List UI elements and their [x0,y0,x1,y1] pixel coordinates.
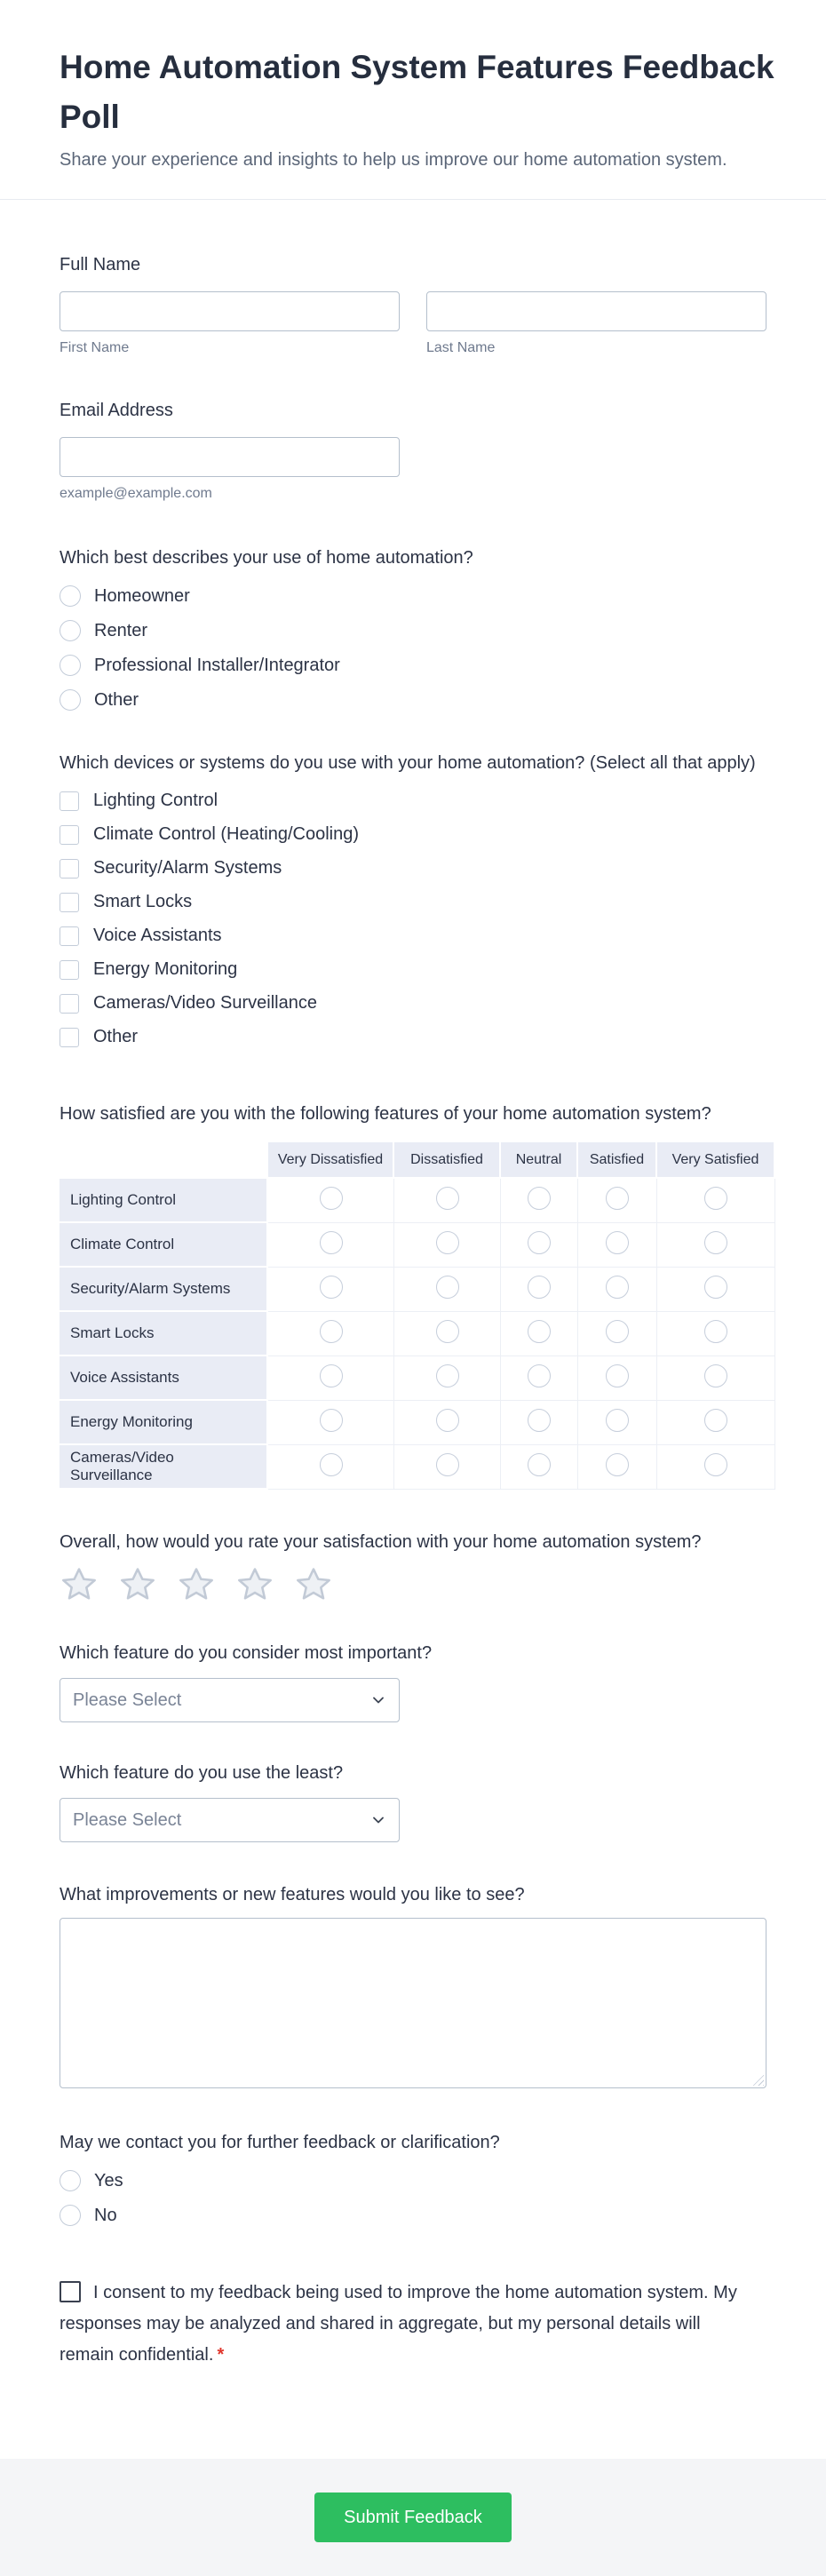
star-icon[interactable] [60,1565,99,1604]
matrix-radio[interactable] [528,1364,551,1387]
question-email [60,397,797,502]
matrix-radio[interactable] [436,1409,459,1432]
radio-icon[interactable] [60,2205,81,2226]
form-body [0,200,826,2371]
option-label: Climate Control (Heating/Cooling) [93,824,360,844]
matrix-radio[interactable] [704,1231,727,1254]
radio-icon[interactable] [60,689,81,711]
required-asterisk: * [217,2345,225,2365]
matrix-radio[interactable] [320,1364,343,1387]
matrix-radio[interactable] [436,1320,459,1343]
devices-option-smart-locks[interactable] [60,886,797,919]
radio-icon[interactable] [60,585,81,607]
devices-option-voice[interactable] [60,919,797,953]
devices-option-security[interactable] [60,852,797,886]
matrix-row [60,1223,775,1268]
checkbox-icon[interactable] [60,994,79,1014]
radio-icon[interactable] [60,655,81,676]
matrix-row [60,1179,775,1223]
consent-option[interactable] [60,2278,743,2371]
matrix-corner-cell [60,1142,268,1179]
most-important-select[interactable] [60,1678,400,1722]
matrix-radio[interactable] [528,1187,551,1210]
first-name-sublabel: First Name [60,340,130,355]
email-label: Email Address [60,401,173,420]
consent-checkbox[interactable] [60,2281,81,2302]
question-usage [60,545,797,718]
matrix-radio[interactable] [704,1409,727,1432]
matrix-header-row [60,1142,775,1179]
question-contact [60,2129,797,2233]
question-improvements [60,1881,797,2088]
matrix-radio[interactable] [606,1364,629,1387]
matrix-radio[interactable] [436,1187,459,1210]
most-important-label: Which feature do you consider most important? [60,1643,433,1663]
matrix-label: How satisfied are you with the following features of your home automation system? [60,1104,711,1124]
matrix-radio[interactable] [320,1320,343,1343]
matrix-radio[interactable] [606,1320,629,1343]
checkbox-icon[interactable] [60,825,79,845]
most-important-select-wrap [60,1678,400,1722]
matrix-row-label: Lighting Control [60,1179,268,1223]
usage-option-professional[interactable] [60,648,797,683]
last-name-input[interactable] [426,291,766,331]
matrix-radio[interactable] [528,1453,551,1476]
improvements-label: What improvements or new features would you like to see? [60,1885,525,1904]
option-label: No [94,2205,117,2225]
star-icon[interactable] [294,1565,333,1604]
rating-label: Overall, how would you rate your satisfaction with your home automation system? [60,1532,702,1552]
checkbox-icon[interactable] [60,893,79,912]
matrix-radio[interactable] [704,1453,727,1476]
matrix-col-header: Neutral [501,1142,578,1179]
least-used-label: Which feature do you use the least? [60,1763,344,1783]
form-footer [0,2459,826,2576]
matrix-table-wrap [60,1142,797,1490]
last-name-field [426,291,766,356]
matrix-row-label: Smart Locks [60,1312,268,1356]
question-devices [60,750,797,1054]
matrix-radio[interactable] [320,1231,343,1254]
checkbox-icon[interactable] [60,926,79,946]
checkbox-icon[interactable] [60,1028,79,1047]
matrix-row [60,1312,775,1356]
option-label: Other [93,1027,139,1046]
contact-label: May we contact you for further feedback or clarification? [60,2133,500,2152]
devices-option-other[interactable] [60,1021,797,1054]
consent-text: I consent to my feedback being used to improve the home automation system. My responses may be analyzed and shared in aggregate, but my personal details will remain confidential. [60,2283,737,2365]
matrix-radio[interactable] [320,1276,343,1299]
question-most-important [60,1640,797,1722]
matrix-radio[interactable] [606,1231,629,1254]
matrix-row [60,1268,775,1312]
matrix-radio[interactable] [606,1453,629,1476]
last-name-sublabel: Last Name [426,340,496,355]
matrix-col-header: Dissatisfied [394,1142,501,1179]
least-used-select-wrap [60,1798,400,1842]
option-label: Professional Installer/Integrator [94,655,340,675]
radio-icon[interactable] [60,620,81,641]
option-label: Energy Monitoring [93,959,238,979]
devices-option-climate[interactable] [60,818,797,852]
usage-label: Which best describes your use of home automation? [60,548,473,568]
matrix-radio[interactable] [436,1364,459,1387]
matrix-radio[interactable] [704,1187,727,1210]
page-subtitle: Share your experience and insights to help us improve our home automation system. [60,150,727,170]
matrix-row-label: Security/Alarm Systems [60,1268,268,1312]
usage-option-homeowner[interactable] [60,579,797,614]
star-icon[interactable] [235,1565,274,1604]
matrix-radio[interactable] [528,1409,551,1432]
contact-option-yes[interactable] [60,2164,797,2198]
question-least-used [60,1760,797,1842]
matrix-radio[interactable] [528,1320,551,1343]
matrix-radio[interactable] [320,1409,343,1432]
matrix-row-label: Climate Control [60,1223,268,1268]
devices-option-energy[interactable] [60,953,797,987]
full-name-label: Full Name [60,255,141,274]
matrix-radio[interactable] [436,1231,459,1254]
form-header [0,0,826,171]
option-label: Security/Alarm Systems [93,858,282,878]
devices-options [60,784,797,1054]
radio-icon[interactable] [60,2170,81,2191]
matrix-col-header: Satisfied [578,1142,657,1179]
option-label: Other [94,689,139,710]
matrix-radio[interactable] [320,1187,343,1210]
star-icon[interactable] [177,1565,216,1604]
question-consent [60,2278,797,2371]
email-field-wrap [60,437,400,502]
improvements-textarea[interactable] [60,1918,766,2088]
option-label: Smart Locks [93,892,193,911]
question-satisfaction-matrix [60,1101,797,1490]
matrix-radio[interactable] [528,1276,551,1299]
page-title: Home Automation System Features Feedback Poll [60,49,774,135]
contact-option-no[interactable] [60,2198,797,2233]
first-name-input[interactable] [60,291,400,331]
matrix-radio[interactable] [436,1453,459,1476]
matrix-col-header: Very Satisfied [657,1142,775,1179]
matrix-radio[interactable] [606,1187,629,1210]
star-rating [60,1565,797,1604]
matrix-radio[interactable] [606,1276,629,1299]
usage-options [60,579,797,718]
matrix-row [60,1356,775,1401]
matrix-radio[interactable] [436,1276,459,1299]
matrix-radio[interactable] [528,1231,551,1254]
option-label: Lighting Control [93,791,218,810]
matrix-row-label: Energy Monitoring [60,1401,268,1445]
matrix-radio[interactable] [704,1320,727,1343]
first-name-field [60,291,400,356]
improvements-textarea-wrap [60,1918,766,2088]
option-label: Renter [94,620,148,640]
matrix-row [60,1401,775,1445]
checkbox-icon[interactable] [60,791,79,811]
matrix-row-label: Voice Assistants [60,1356,268,1401]
satisfaction-matrix-table [60,1142,775,1490]
devices-option-lighting[interactable] [60,784,797,818]
submit-button[interactable]: Submit Feedback [314,2493,512,2542]
matrix-radio[interactable] [704,1276,727,1299]
least-used-select[interactable] [60,1798,400,1842]
usage-option-other[interactable] [60,683,797,718]
matrix-row [60,1445,775,1490]
question-overall-rating [60,1529,797,1604]
matrix-radio[interactable] [320,1453,343,1476]
full-name-fields [60,291,797,356]
devices-option-cameras[interactable] [60,987,797,1021]
usage-option-renter[interactable] [60,614,797,648]
devices-label: Which devices or systems do you use with your home automation? (Select all that apply) [60,753,756,773]
option-label: Cameras/Video Surveillance [93,993,317,1013]
checkbox-icon[interactable] [60,859,79,879]
option-label: Homeowner [94,585,190,606]
question-full-name [60,251,797,356]
contact-options [60,2164,797,2233]
matrix-radio[interactable] [606,1409,629,1432]
bottom-spacer [0,2371,826,2459]
matrix-col-header: Very Dissatisfied [268,1142,394,1179]
option-label: Voice Assistants [93,926,222,945]
option-label: Yes [94,2170,123,2190]
email-input[interactable] [60,437,400,477]
email-sublabel: example@example.com [60,486,212,501]
star-icon[interactable] [118,1565,157,1604]
matrix-radio[interactable] [704,1364,727,1387]
matrix-row-label: Cameras/Video Surveillance [60,1445,268,1490]
checkbox-icon[interactable] [60,960,79,980]
